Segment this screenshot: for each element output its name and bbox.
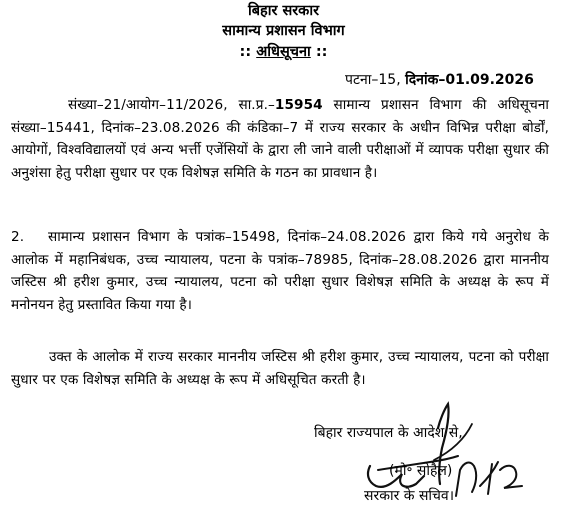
paragraph-2 xyxy=(11,226,549,316)
notification-heading xyxy=(0,43,567,61)
government-title: बिहार सरकार xyxy=(247,3,320,19)
paragraph-3 xyxy=(11,346,549,391)
department-title: सामान्य प्रशासन विभाग xyxy=(222,23,345,39)
place-date-line xyxy=(345,70,534,89)
signatory-designation: सरकार के सचिव। xyxy=(364,488,455,504)
reference-number: 15954 xyxy=(274,97,323,113)
signatory-name: (मो॰ सोहैल) xyxy=(389,463,453,479)
paragraph-2-text: सामान्य प्रशासन विभाग के पत्रांक–15498, दिनांक–24.08.2026 द्वारा किये गये अनुरोध के आलोक में महानिबंधक, उच्च न्यायालय, पटना के पत्रांक–78985, दिनांक–28.08.2026 द्वारा माननीय जस्टिस श्री हरीश कुमार, उच्च न्यायालय, पटना को परीक्षा सुधार विशेषज्ञ समिति के अध्यक्ष के रूप में मनोनयन हेतु प्रस्तावित किया गया है। xyxy=(11,229,549,313)
governor-order-line: बिहार राज्यपाल के आदेश से, xyxy=(314,425,463,441)
notification-heading-pre: :: xyxy=(239,44,257,60)
place-text: पटना–15, xyxy=(345,72,406,88)
paragraph-3-text: उक्त के आलोक में राज्य सरकार माननीय जस्टिस श्री हरीश कुमार, उच्च न्यायालय, पटना को परीक्षा सुधार पर एक विशेषज्ञ समिति के अध्यक्ष के रूप में अधिसूचित करती है। xyxy=(11,349,549,388)
reference-prefix: संख्या–21/आयोग–11/2026, सा.प्र.– xyxy=(68,97,275,113)
paragraph-1-text: सामान्य प्रशासन विभाग की अधिसूचना संख्या–15441, दिनांक–23.08.2026 की कंडिका–7 में राज्य सरकार के अधीन विभिन्न परीक्षा बोर्डों, आयोगों, विश्वविद्यालयों एवं अन्य भर्त्ती एजेंसियों के द्वारा ली जाने वाली परीक्षाओं में व्यापक परीक्षा सुधार की अनुशंसा हेतु परीक्षा सुधार पर एक विशेषज्ञ समिति के गठन का प्रावधान है। xyxy=(11,97,549,181)
paragraph-2-number: 2. xyxy=(11,229,25,245)
notification-date: दिनांक–01.09.2026 xyxy=(405,72,534,88)
paragraph-1 xyxy=(11,94,549,184)
notification-heading-title: अधिसूचना xyxy=(256,44,311,60)
notification-heading-post: :: xyxy=(310,44,328,60)
